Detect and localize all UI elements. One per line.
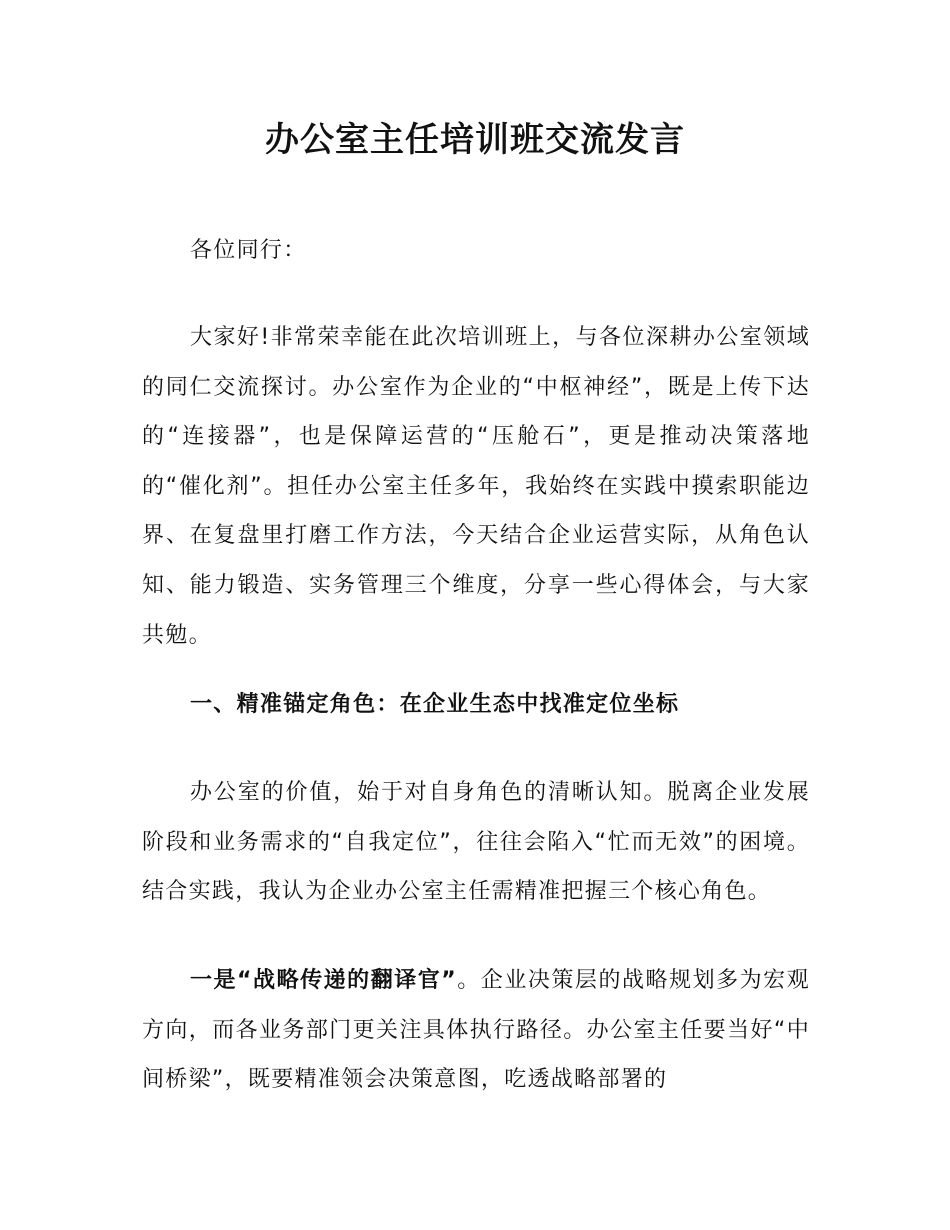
intro-paragraph: 大家好!非常荣幸能在此次培训班上，与各位深耕办公室领域的同仁交流探讨。办公室作为企业的“中枢神经”，既是上传下达的“连接器”，也是保障运营的“压舱石”，更是推动决策落地的“催化剂”。担任办公室主任多年，我始终在实践中摸索职能边界、在复盘里打磨工作方法，今天结合企业运营实际，从角色认知、能力锻造、实务管理三个维度，分享一些心得体会，与大家共勉。 (142, 325, 810, 648)
section-heading: 一、精准锚定角色：在企业生态中找准定位坐标 (190, 692, 680, 717)
section-paragraph: 办公室的价值，始于对自身角色的清晰认知。脱离企业发展阶段和业务需求的“自我定位”，往往会陷入“忙而无效”的困境。结合实践，我认为企业办公室主任需精准把握三个核心角色。 (142, 780, 810, 905)
document-title: 办公室主任培训班交流发言 (265, 120, 685, 160)
role-paragraph (142, 956, 810, 1105)
role-body: 。企业决策层的战略规划多为宏观方向，而各业务部门更关注具体执行路径。办公室主任要当好“中间桥梁”，既要精准领会决策意图，吃透战略部署的 (142, 968, 810, 1093)
role-lead: 一是“战略传递的翻译官” (190, 968, 458, 993)
salutation: 各位同行： (190, 238, 307, 263)
